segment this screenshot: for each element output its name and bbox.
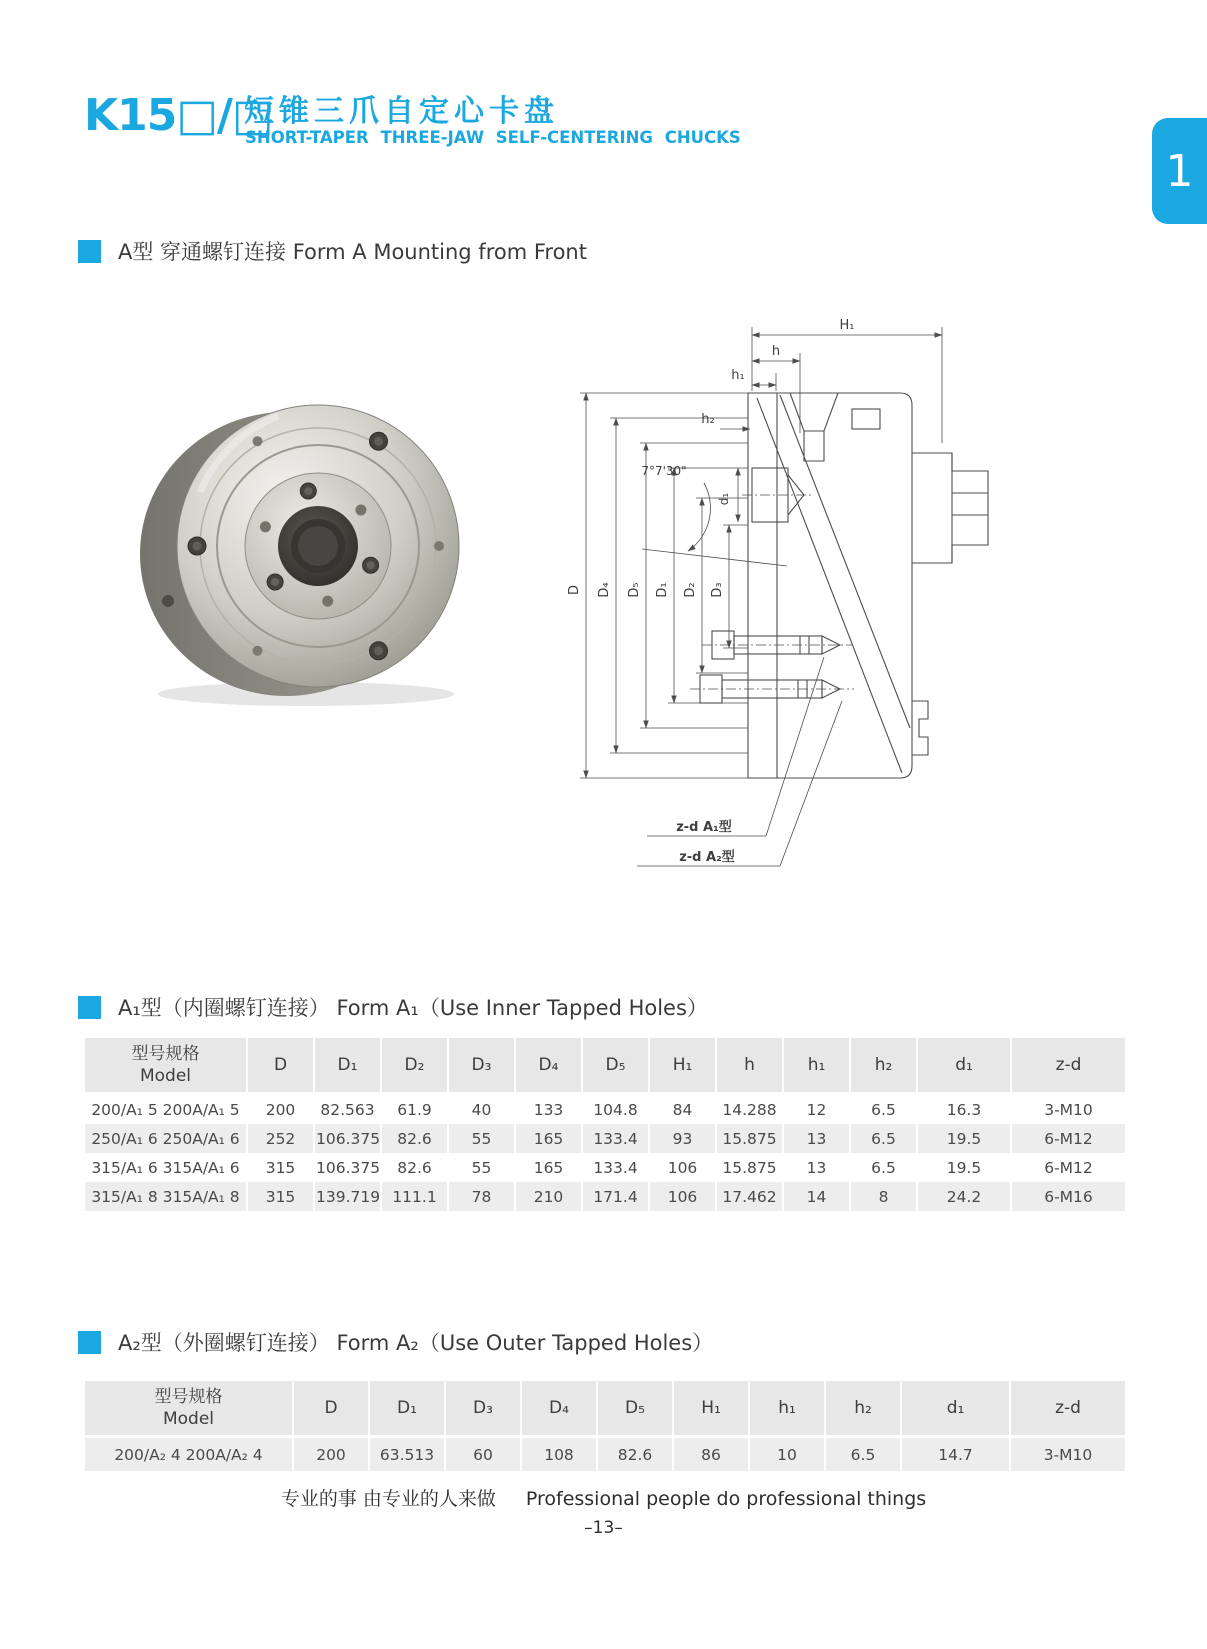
column-header-model: 型号规格 Model <box>85 1381 293 1437</box>
column-header: D₁ <box>314 1038 381 1094</box>
value-cell: 16.3 <box>917 1094 1011 1125</box>
value-cell: 171.4 <box>582 1182 649 1211</box>
column-header: D₂ <box>381 1038 448 1094</box>
table-body <box>85 1437 1125 1472</box>
section-label: A型 穿通螺钉连接 Form A Mounting from Front <box>118 240 587 264</box>
value-cell: 19.5 <box>917 1153 1011 1182</box>
dim-label-D4: D₄ <box>597 582 612 598</box>
column-header: h₁ <box>749 1381 825 1437</box>
dim-label-angle: 7°7'30" <box>641 464 687 478</box>
value-cell: 106.375 <box>314 1153 381 1182</box>
header-row <box>85 1038 1125 1094</box>
value-cell: 252 <box>247 1124 314 1153</box>
page-title-chinese: 短锥三爪自定心卡盘 <box>244 94 559 129</box>
spec-table-a2 <box>85 1381 1125 1471</box>
value-cell: 82.6 <box>597 1437 673 1472</box>
cross-section-drawing <box>552 303 1012 878</box>
value-cell: 210 <box>515 1182 582 1211</box>
value-cell: 17.462 <box>716 1182 783 1211</box>
value-cell: 111.1 <box>381 1182 448 1211</box>
value-cell: 6-M12 <box>1011 1124 1125 1153</box>
value-cell: 63.513 <box>369 1437 445 1472</box>
value-cell: 78 <box>448 1182 515 1211</box>
column-header: D₄ <box>521 1381 597 1437</box>
value-cell: 40 <box>448 1094 515 1125</box>
dim-label-D1: D₁ <box>655 582 670 598</box>
dim-label-D2: D₂ <box>683 582 698 598</box>
column-header: h <box>716 1038 783 1094</box>
value-cell: 14.288 <box>716 1094 783 1125</box>
column-header: d₁ <box>901 1381 1010 1437</box>
table-body <box>85 1094 1125 1212</box>
dim-label-D5: D₅ <box>627 582 642 598</box>
slogan-chinese: 专业的事 由专业的人来做 <box>280 1488 496 1510</box>
value-cell: 84 <box>649 1094 716 1125</box>
table-form-a1 <box>85 1038 1125 1211</box>
value-cell: 86 <box>673 1437 749 1472</box>
value-cell: 106.375 <box>314 1124 381 1153</box>
value-cell: 8 <box>850 1182 917 1211</box>
model-cell: 200/A₂ 4 200A/A₂ 4 <box>85 1437 293 1472</box>
value-cell: 165 <box>515 1124 582 1153</box>
section-label: A₁型（内圈螺钉连接） Form A₁（Use Inner Tapped Holes） <box>118 996 708 1020</box>
value-cell: 10 <box>749 1437 825 1472</box>
column-header: d₁ <box>917 1038 1011 1094</box>
value-cell: 200 <box>293 1437 369 1472</box>
section-form-a <box>78 236 587 266</box>
column-header: D₅ <box>597 1381 673 1437</box>
table-row <box>85 1094 1125 1125</box>
column-header: H₁ <box>649 1038 716 1094</box>
chuck-photo-svg <box>138 396 468 708</box>
table-row <box>85 1124 1125 1153</box>
chuck-body-outline <box>700 393 988 778</box>
value-cell: 15.875 <box>716 1153 783 1182</box>
leader-label-a2: z-d A₂型 <box>679 850 735 865</box>
value-cell: 13 <box>783 1124 850 1153</box>
value-cell: 108 <box>521 1437 597 1472</box>
value-cell: 61.9 <box>381 1094 448 1125</box>
model-cell: 315/A₁ 6 315A/A₁ 6 <box>85 1153 247 1182</box>
table-row <box>85 1182 1125 1211</box>
slogan-english: Professional people do professional things <box>525 1488 927 1510</box>
value-cell: 104.8 <box>582 1094 649 1125</box>
column-header: D₄ <box>515 1038 582 1094</box>
column-header: D₃ <box>445 1381 521 1437</box>
table-form-a2 <box>85 1381 1125 1471</box>
value-cell: 6.5 <box>850 1094 917 1125</box>
value-cell: 139.719 <box>314 1182 381 1211</box>
spec-table-a1 <box>85 1038 1125 1211</box>
dim-label-h2: h₂ <box>701 412 715 427</box>
section-bullet-icon <box>78 240 101 263</box>
product-series-code: K15□/□ <box>84 90 273 141</box>
dim-label-h: h <box>771 344 781 359</box>
value-cell: 133 <box>515 1094 582 1125</box>
column-header: h₂ <box>850 1038 917 1094</box>
chapter-number: 1 <box>1165 145 1194 197</box>
section-label: A₂型（外圈螺钉连接） Form A₂（Use Outer Tapped Holes） <box>118 1331 714 1355</box>
page-title-english: SHORT-TAPER THREE-JAW SELF-CENTERING CHUCKS <box>245 128 741 147</box>
model-cell: 315/A₁ 8 315A/A₁ 8 <box>85 1182 247 1211</box>
dim-label-D3: D₃ <box>710 582 725 598</box>
value-cell: 165 <box>515 1153 582 1182</box>
dim-label-H1: H₁ <box>839 318 855 333</box>
value-cell: 24.2 <box>917 1182 1011 1211</box>
value-cell: 106 <box>649 1182 716 1211</box>
value-cell: 315 <box>247 1182 314 1211</box>
column-header: z-d <box>1010 1381 1125 1437</box>
value-cell: 19.5 <box>917 1124 1011 1153</box>
section-form-a2 <box>78 1327 713 1357</box>
chuck-photo <box>138 396 468 708</box>
page-number: –13– <box>584 1518 623 1538</box>
value-cell: 200 <box>247 1094 314 1125</box>
footer-slogan <box>0 1484 1207 1511</box>
dim-label-h1: h₁ <box>731 368 745 383</box>
value-cell: 6-M12 <box>1044 1158 1093 1177</box>
value-cell: 6.5 <box>850 1153 917 1182</box>
column-header: h₂ <box>825 1381 901 1437</box>
value-cell: 14 <box>783 1182 850 1211</box>
dim-label-d1: d₁ <box>717 492 731 506</box>
value-cell: 55 <box>448 1124 515 1153</box>
chapter-tab <box>1152 118 1207 224</box>
leader-label-a1: z-d A₁型 <box>676 820 732 835</box>
value-cell: 55 <box>448 1153 515 1182</box>
column-header: D₁ <box>369 1381 445 1437</box>
dim-label-D: D <box>567 584 582 596</box>
value-cell: 82.6 <box>381 1153 448 1182</box>
value-cell: 60 <box>445 1437 521 1472</box>
header-row <box>85 1381 1125 1437</box>
column-header: H₁ <box>673 1381 749 1437</box>
model-cell: 200/A₁ 5 200A/A₁ 5 <box>85 1094 247 1125</box>
value-cell: 82.6 <box>381 1124 448 1153</box>
column-header: D₃ <box>448 1038 515 1094</box>
value-cell: 3-M10 <box>1044 1100 1093 1119</box>
value-cell: 12 <box>783 1094 850 1125</box>
table-row <box>85 1153 1125 1182</box>
cross-section-svg <box>552 303 1012 878</box>
column-header: z-d <box>1011 1038 1125 1094</box>
value-cell: 6-M16 <box>1011 1182 1125 1211</box>
value-cell: 13 <box>783 1153 850 1182</box>
value-cell: 106 <box>649 1153 716 1182</box>
value-cell: 6.5 <box>825 1437 901 1472</box>
value-cell: 133.4 <box>582 1124 649 1153</box>
value-cell: 3-M10 <box>1010 1437 1125 1472</box>
value-cell: 315 <box>247 1153 314 1182</box>
column-header-model: 型号规格 Model <box>85 1038 247 1094</box>
section-form-a1 <box>78 992 708 1022</box>
section-bullet-icon <box>78 996 101 1019</box>
column-header: D <box>247 1038 314 1094</box>
value-cell: 6.5 <box>850 1124 917 1153</box>
column-header: D <box>293 1381 369 1437</box>
table-row <box>85 1437 1125 1472</box>
model-cell: 250/A₁ 6 250A/A₁ 6 <box>85 1124 247 1153</box>
column-header: D₅ <box>582 1038 649 1094</box>
value-cell: 15.875 <box>716 1124 783 1153</box>
column-header: h₁ <box>783 1038 850 1094</box>
value-cell: 14.7 <box>901 1437 1010 1472</box>
value-cell: 82.563 <box>314 1094 381 1125</box>
value-cell: 133.4 <box>582 1153 649 1182</box>
section-bullet-icon <box>78 1331 101 1354</box>
value-cell: 93 <box>649 1124 716 1153</box>
